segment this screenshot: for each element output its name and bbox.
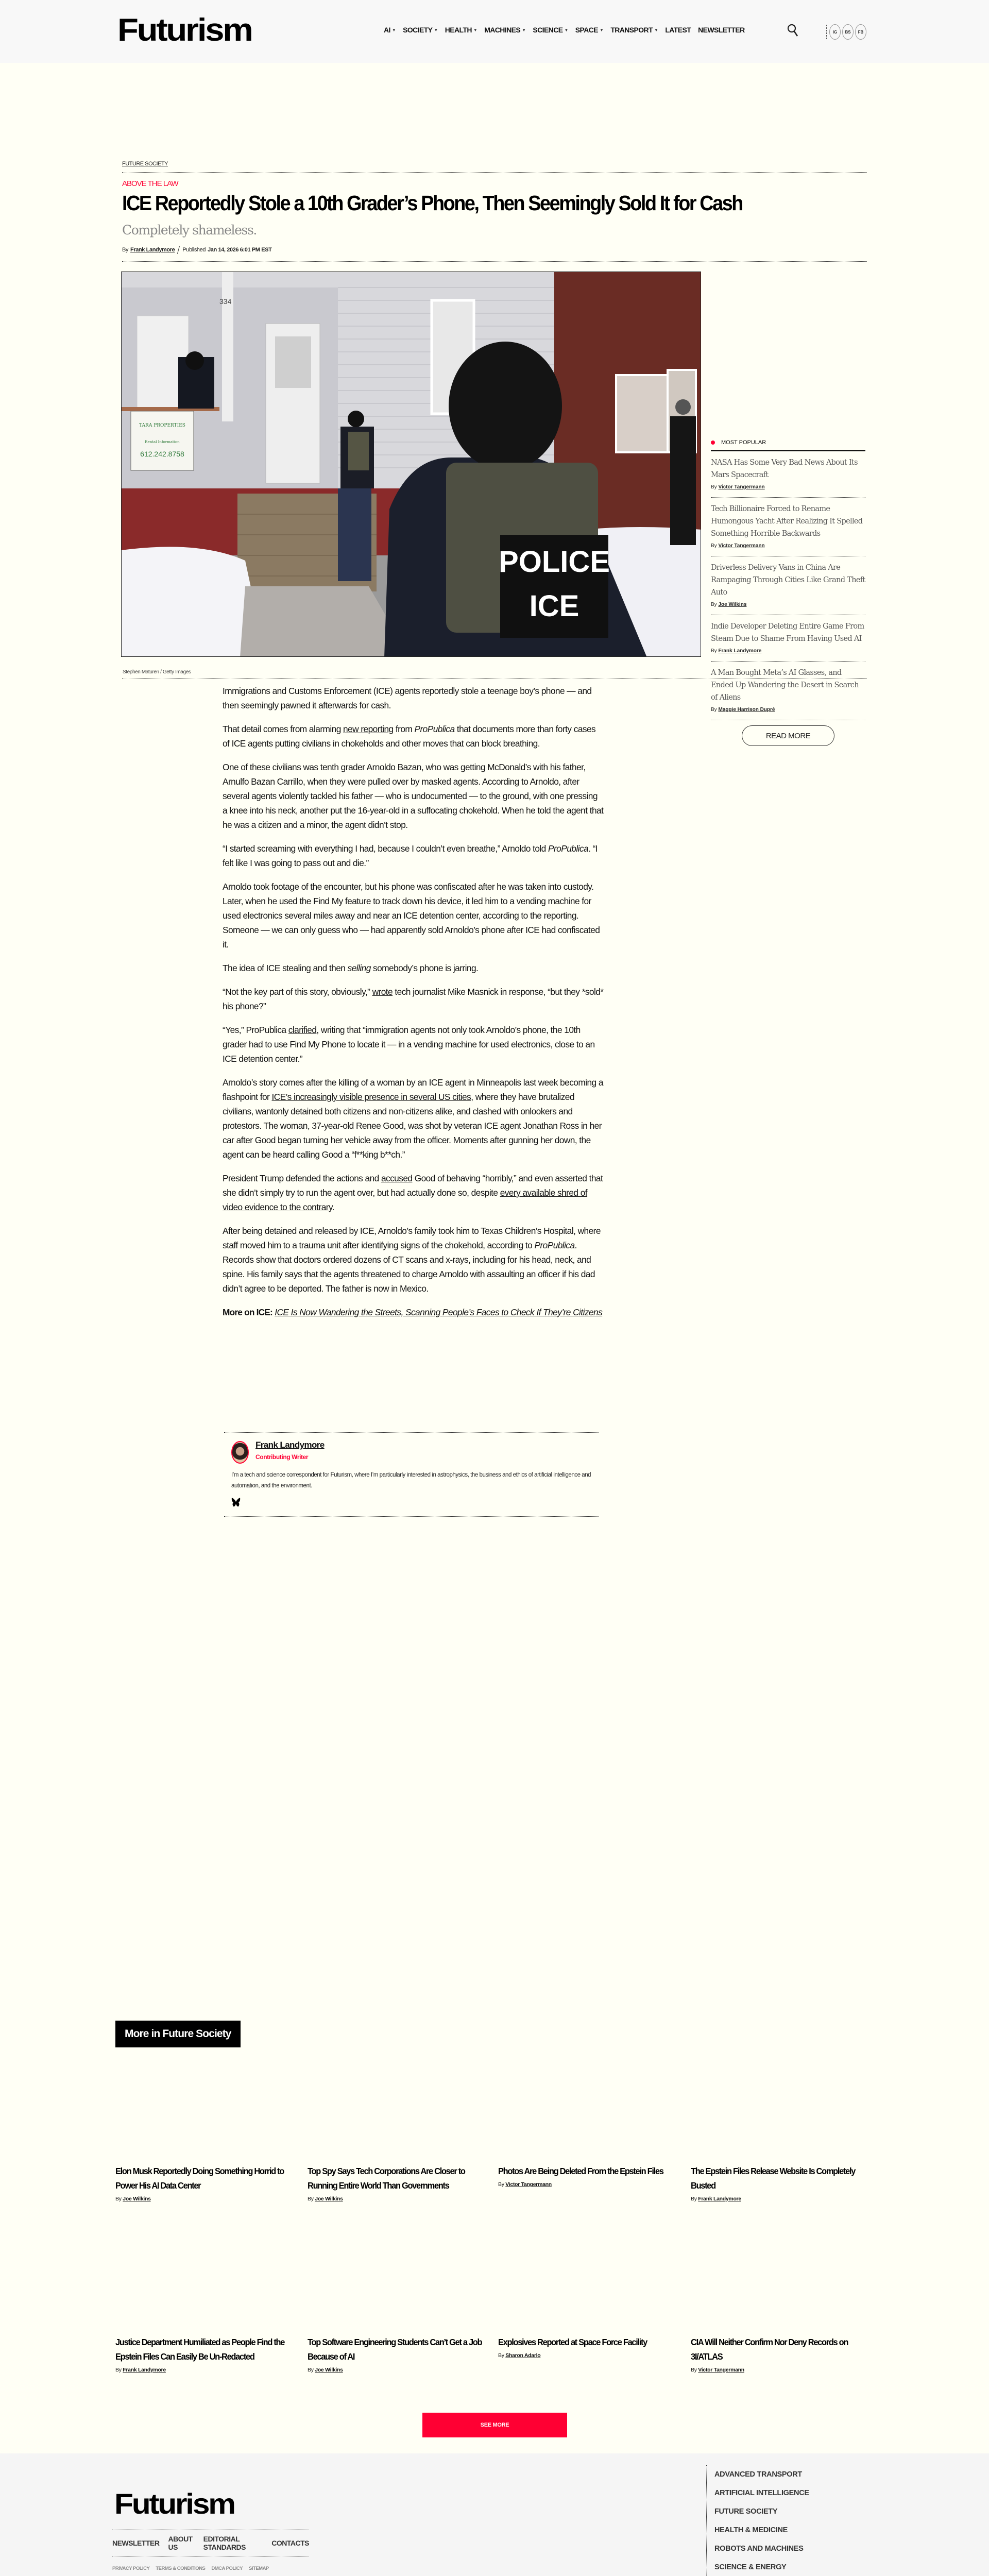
- site-header: [0, 0, 989, 63]
- publish-date: Jan 14, 2026 6:01 PM EST: [208, 247, 272, 253]
- card-byline: [498, 2181, 673, 2188]
- logo[interactable]: Futurism: [117, 12, 252, 48]
- by-label: By: [711, 648, 717, 654]
- see-more-button[interactable]: SEE MORE: [422, 2413, 567, 2437]
- by-label: By: [498, 2352, 504, 2359]
- chevron-down-icon: ▼: [564, 27, 568, 32]
- nav-item-ai[interactable]: [384, 26, 396, 34]
- card-byline: [115, 2367, 291, 2373]
- author-link[interactable]: Frank Landymore: [698, 2196, 741, 2202]
- bluesky-icon[interactable]: BS: [842, 24, 854, 40]
- text: from: [393, 724, 415, 734]
- hero-image: [121, 272, 701, 657]
- inline-link[interactable]: new reporting: [343, 724, 394, 734]
- divider: [122, 172, 867, 173]
- nav-item-space[interactable]: [575, 26, 604, 34]
- card-byline: [308, 2196, 483, 2202]
- emphasis: ProPublica: [534, 1240, 575, 1250]
- list-item[interactable]: [711, 498, 865, 556]
- instagram-icon[interactable]: IG: [829, 24, 841, 40]
- card-title[interactable]: Elon Musk Reportedly Doing Something Horrid to Power His AI Data Center: [115, 2166, 284, 2191]
- author-link[interactable]: Frank Landymore: [123, 2367, 166, 2373]
- footer-legal-links: [112, 2566, 269, 2571]
- article-card[interactable]: [498, 2335, 673, 2359]
- terms-link[interactable]: TERMS & CONDITIONS: [156, 2566, 206, 2571]
- by-label: By: [498, 2181, 504, 2188]
- author-name-link[interactable]: Frank Landymore: [255, 1440, 325, 1450]
- footer-category-link[interactable]: ARTIFICIAL INTELLIGENCE: [714, 2489, 809, 2497]
- paragraph: [223, 684, 604, 713]
- nav-item-newsletter[interactable]: [698, 26, 744, 34]
- nav-label: MACHINES: [484, 26, 521, 34]
- author-box: [224, 1432, 599, 1517]
- section-link[interactable]: FUTURE SOCIETY: [122, 161, 168, 167]
- list-item[interactable]: [711, 556, 865, 615]
- paragraph: [223, 1023, 604, 1066]
- vest-text: ICE: [529, 589, 579, 623]
- main-nav: [384, 26, 745, 34]
- nav-item-machines[interactable]: [484, 26, 525, 34]
- text: tech journalist Mike Masnick in response, “but they *sold* his phone?”: [223, 987, 604, 1011]
- text: “Yes,” ProPublica: [223, 1025, 288, 1035]
- paragraph: [223, 1171, 604, 1214]
- more-on-ice: [223, 1305, 604, 1319]
- sign-title: TARA PROPERTIES: [139, 423, 185, 428]
- paragraph: [223, 1224, 604, 1296]
- card-byline: [308, 2367, 483, 2373]
- author-link[interactable]: Victor Tangermann: [718, 484, 765, 490]
- author-link[interactable]: Victor Tangermann: [718, 543, 765, 549]
- card-title[interactable]: The Epstein Files Release Website Is Completely Busted: [691, 2166, 856, 2191]
- footer-category-link[interactable]: ADVANCED TRANSPORT: [714, 2470, 802, 2479]
- author-link[interactable]: Joe Wilkins: [315, 2196, 343, 2202]
- text: After being detained and released by ICE, Arnoldo’s family took him to Texas Children’s Hospital, where staff moved him to a trauma unit after identifying signs of the chokehold, according to: [223, 1226, 601, 1250]
- emphasis: ProPublica: [414, 724, 455, 734]
- article-body: [223, 684, 604, 1329]
- article-card[interactable]: [691, 2335, 866, 2373]
- nav-label: NEWSLETTER: [698, 26, 745, 34]
- card-title[interactable]: Photos Are Being Deleted From the Epstein Files: [498, 2166, 663, 2176]
- most-popular: [711, 438, 865, 746]
- article-card[interactable]: [115, 2335, 291, 2373]
- by-label: By: [711, 484, 717, 490]
- footer-category-link[interactable]: ROBOTS AND MACHINES: [714, 2545, 804, 2553]
- nav-divider: [826, 25, 827, 39]
- text: “Not the key part of this story, obviously,”: [223, 987, 372, 997]
- privacy-policy-link[interactable]: PRIVACY POLICY: [112, 2566, 150, 2571]
- inline-link[interactable]: accused: [381, 1173, 413, 1183]
- dek: Completely shameless.: [122, 223, 257, 238]
- by-label: By: [308, 2196, 314, 2202]
- inline-link[interactable]: clarified: [288, 1025, 317, 1035]
- by-label: By: [711, 707, 717, 713]
- site-footer: [0, 2453, 989, 2576]
- card-title[interactable]: Top Spy Says Tech Corporations Are Closer to Running Entire World Than Governments: [308, 2166, 465, 2191]
- nav-label: SPACE: [575, 26, 598, 34]
- footer-link-newsletter[interactable]: NEWSLETTER: [112, 2539, 160, 2547]
- dot-icon: [711, 440, 715, 445]
- paragraph: [223, 841, 604, 870]
- author-link[interactable]: Frank Landymore: [130, 247, 175, 253]
- text: Arnoldo took footage of the encounter, but his phone was confiscated after he was taken into custody. Later, when he used the Find My feature to track down his device, it led him to a vending machine for used electronics several miles away and near an ICE detention center, according to the reporting. Someone — we can only guess who — had apparently sold Arnoldo’s phone after ICE had confiscated it.: [223, 882, 600, 950]
- text: somebody’s phone is jarring.: [370, 963, 479, 973]
- by-label: By: [711, 543, 717, 549]
- card-byline: [115, 2196, 291, 2202]
- by-label: By: [115, 2196, 122, 2202]
- paragraph: [223, 1075, 604, 1162]
- chevron-down-icon: ▼: [522, 27, 526, 32]
- search-icon[interactable]: [787, 24, 798, 37]
- byline: [122, 246, 271, 254]
- by-label: By: [691, 2196, 697, 2202]
- article-card[interactable]: [308, 2335, 483, 2373]
- footer-categories: [706, 2465, 809, 2576]
- sitemap-link[interactable]: SITEMAP: [249, 2566, 269, 2571]
- list-item-title[interactable]: NASA Has Some Very Bad News About Its Mars Spacecraft: [711, 459, 858, 479]
- chevron-down-icon: ▼: [391, 27, 396, 32]
- card-title[interactable]: CIA Will Neither Confirm Nor Deny Records on 3I/ATLAS: [691, 2337, 848, 2362]
- list-item-title[interactable]: Tech Billionaire Forced to Rename Humongous Yacht After Realizing It Spelled Something Horrible Backwards: [711, 505, 863, 538]
- list-item-title[interactable]: Indie Developer Deleting Entire Game From Steam Due to Shame From Having Used AI: [711, 622, 864, 643]
- article-card[interactable]: [498, 2164, 673, 2188]
- text: .: [332, 1202, 335, 1212]
- author-link[interactable]: Joe Wilkins: [718, 602, 747, 607]
- nav-item-transport[interactable]: [610, 26, 658, 34]
- card-byline: [691, 2367, 866, 2373]
- card-byline: [498, 2352, 673, 2359]
- card-byline: [691, 2196, 866, 2202]
- nav-item-latest[interactable]: [665, 26, 691, 34]
- author-role: Contributing Writer: [255, 1453, 309, 1461]
- text: . Records show that doctors ordered dozens of CT scans and x-rays, including for his head, neck, and spine. His family says that the agents threatened to charge Arnoldo with assaulting an officer if his dad didn’t agree to be deported. The father is now in Mexico.: [223, 1240, 595, 1294]
- list-item-byline: [711, 602, 865, 607]
- emphasis: selling: [347, 963, 371, 973]
- house-number: 334: [219, 297, 232, 306]
- author-link[interactable]: Maggie Harrison Dupré: [718, 707, 775, 713]
- by-label: By: [691, 2367, 697, 2373]
- footer-link-editorial-standards[interactable]: EDITORIAL STANDARDS: [203, 2535, 246, 2551]
- vest-text: POLICE: [499, 545, 610, 579]
- author-link[interactable]: Victor Tangermann: [698, 2367, 744, 2373]
- most-popular-header: [711, 438, 865, 447]
- list-item-title[interactable]: A Man Bought Meta’s AI Glasses, and Ended Up Wandering the Desert in Search of Aliens: [711, 669, 859, 702]
- author-link[interactable]: Victor Tangermann: [505, 2181, 552, 2188]
- related-article-link[interactable]: ICE Is Now Wandering the Streets, Scanning People’s Faces to Check If They’re Citizens: [275, 1307, 603, 1317]
- list-item-byline: [711, 648, 865, 654]
- paragraph: [223, 760, 604, 832]
- nav-item-society[interactable]: [403, 26, 438, 34]
- footer-nav: [112, 2530, 309, 2556]
- dmca-link[interactable]: DMCA POLICY: [211, 2566, 243, 2571]
- author-bio: I’m a tech and science correspondent for Futurism, where I’m particularly interested in astrophysics, the business and ethics of artificial intelligence and automation, and the environment.: [231, 1472, 591, 1489]
- list-item-byline: [711, 484, 865, 490]
- nav-label: LATEST: [665, 26, 691, 34]
- by-label: By: [115, 2367, 122, 2373]
- nav-label: SOCIETY: [403, 26, 433, 34]
- nav-label: SCIENCE: [533, 26, 563, 34]
- inline-link[interactable]: every available shred of video evidence to the contrary: [223, 1188, 588, 1212]
- article-card[interactable]: [115, 2164, 291, 2202]
- text: Arnoldo’s story comes after the killing of a woman by an ICE agent in Minneapolis last week becoming a flashpoint for: [223, 1077, 603, 1102]
- card-title[interactable]: Top Software Engineering Students Can’t Get a Job Because of AI: [308, 2337, 482, 2362]
- text: “I started screaming with everything I had, because I couldn’t even breathe,” Arnoldo told: [223, 843, 548, 854]
- by-label: By: [711, 602, 717, 607]
- chevron-down-icon: ▼: [654, 27, 658, 32]
- byline-prefix: By: [122, 247, 129, 253]
- facebook-icon[interactable]: FB: [855, 24, 866, 40]
- footer-link-about[interactable]: ABOUT US: [168, 2535, 193, 2551]
- chevron-down-icon: ▼: [473, 27, 478, 32]
- header-social-links: [829, 24, 866, 40]
- text: , where they have brutalized civilians, wantonly detained both citizens and non-citizens alike, and clashed with onlookers and protestors. The woman, 37-year-old Renee Good, was shot by veteran ICE agent Jonathan Ross in her car after Good began turning her vehicle away from the officer. Moments after gunning her down, the agent can be heard calling Good a “f**king b**ch.”: [223, 1092, 602, 1160]
- avatar[interactable]: [231, 1441, 249, 1464]
- more-in-heading: More in Future Society: [115, 2021, 241, 2047]
- list-item-byline: [711, 707, 865, 713]
- inline-link[interactable]: wrote: [372, 987, 393, 997]
- nav-label: AI: [384, 26, 390, 34]
- chevron-down-icon: ▼: [434, 27, 438, 32]
- text: Good of behaving “horribly,” and even asserted that she didn’t simply try to run the agent over, but had actually done so, despite: [223, 1173, 603, 1198]
- author-link[interactable]: Sharon Adarlo: [505, 2352, 541, 2359]
- author-link[interactable]: Joe Wilkins: [123, 2196, 151, 2202]
- author-link[interactable]: Frank Landymore: [718, 648, 762, 654]
- paragraph: [223, 722, 604, 751]
- paragraph: [223, 879, 604, 952]
- hero-photo: [122, 272, 701, 657]
- sign-phone: 612.242.8758: [140, 450, 184, 458]
- list-item-byline: [711, 543, 865, 549]
- sign-subtitle: Rental Information: [145, 440, 180, 444]
- text: President Trump defended the actions and: [223, 1173, 381, 1183]
- card-title[interactable]: Explosives Reported at Space Force Facility: [498, 2337, 647, 2347]
- list-item[interactable]: [711, 451, 865, 498]
- published-label: Published: [182, 247, 206, 253]
- text: . “I felt like I was going to pass out and die.”: [223, 843, 598, 868]
- chevron-down-icon: ▼: [599, 27, 604, 32]
- paragraph: [223, 961, 604, 975]
- nav-label: HEALTH: [445, 26, 472, 34]
- text: , writing that “immigration agents not only took Arnoldo’s phone, the 10th grader had to use Find My Phone to locate it — in a vending machine for used electronics, close to an ICE detention center.”: [223, 1025, 595, 1064]
- article-card[interactable]: [308, 2164, 483, 2202]
- paragraph: [223, 985, 604, 1013]
- footer-category-link[interactable]: FUTURE SOCIETY: [714, 2507, 778, 2516]
- nav-label: TRANSPORT: [610, 26, 653, 34]
- footer-category-link[interactable]: HEALTH & MEDICINE: [714, 2526, 788, 2534]
- by-label: By: [308, 2367, 314, 2373]
- emphasis: ProPublica: [548, 843, 589, 854]
- list-item[interactable]: [711, 615, 865, 662]
- inline-link[interactable]: ICE’s increasingly visible presence in several US cities: [271, 1092, 471, 1102]
- bluesky-icon[interactable]: [231, 1497, 241, 1508]
- more-on-label: More on ICE:: [223, 1307, 272, 1317]
- footer-category-link[interactable]: SCIENCE & ENERGY: [714, 2563, 787, 2571]
- list-item-title[interactable]: Driverless Delivery Vans in China Are Rampaging Through Cities Like Grand Theft Auto: [711, 564, 865, 597]
- text: That detail comes from alarming: [223, 724, 344, 734]
- image-caption: Stephen Maturen / Getty Images: [123, 669, 191, 675]
- footer-logo[interactable]: Futurism: [114, 2487, 234, 2520]
- nav-item-science[interactable]: [533, 26, 568, 34]
- footer-link-contacts[interactable]: CONTACTS: [271, 2539, 309, 2547]
- author-link[interactable]: Joe Wilkins: [315, 2367, 343, 2373]
- rubric: ABOVE THE LAW: [122, 179, 178, 188]
- text: that documents more than forty cases of ICE agents putting civilians in chokeholds and other moves that can block breathing.: [223, 724, 596, 749]
- nav-item-health[interactable]: [445, 26, 477, 34]
- divider: [122, 261, 867, 262]
- page-title: ICE Reportedly Stole a 10th Grader’s Phone, Then Seemingly Sold It for Cash: [122, 191, 742, 215]
- most-popular-heading: MOST POPULAR: [721, 439, 766, 446]
- read-more-button[interactable]: READ MORE: [742, 725, 834, 746]
- list-item[interactable]: [711, 662, 865, 720]
- card-title[interactable]: Justice Department Humiliated as People Find the Epstein Files Can Easily Be Un-Redacted: [115, 2337, 285, 2362]
- text: One of these civilians was tenth grader Arnoldo Bazan, who was getting McDonald’s with his father, Arnulfo Bazan Carrillo, when they were pulled over by masked agents. According to Arnoldo, after several agents violently tackled his father — who is undocumented — to the ground, with one pressing a knee into his neck, another put the 16-year-old in a suffocating chokehold. When he told the agent that he was a citizen and a minor, the agent didn’t stop.: [223, 762, 604, 830]
- byline-separator: [177, 246, 180, 254]
- text: The idea of ICE stealing and then: [223, 963, 348, 973]
- text: Immigrations and Customs Enforcement (ICE) agents reportedly stole a teenage boy’s phone — and then seemingly pawned it afterwards for cash.: [223, 686, 592, 710]
- article-card[interactable]: [691, 2164, 866, 2202]
